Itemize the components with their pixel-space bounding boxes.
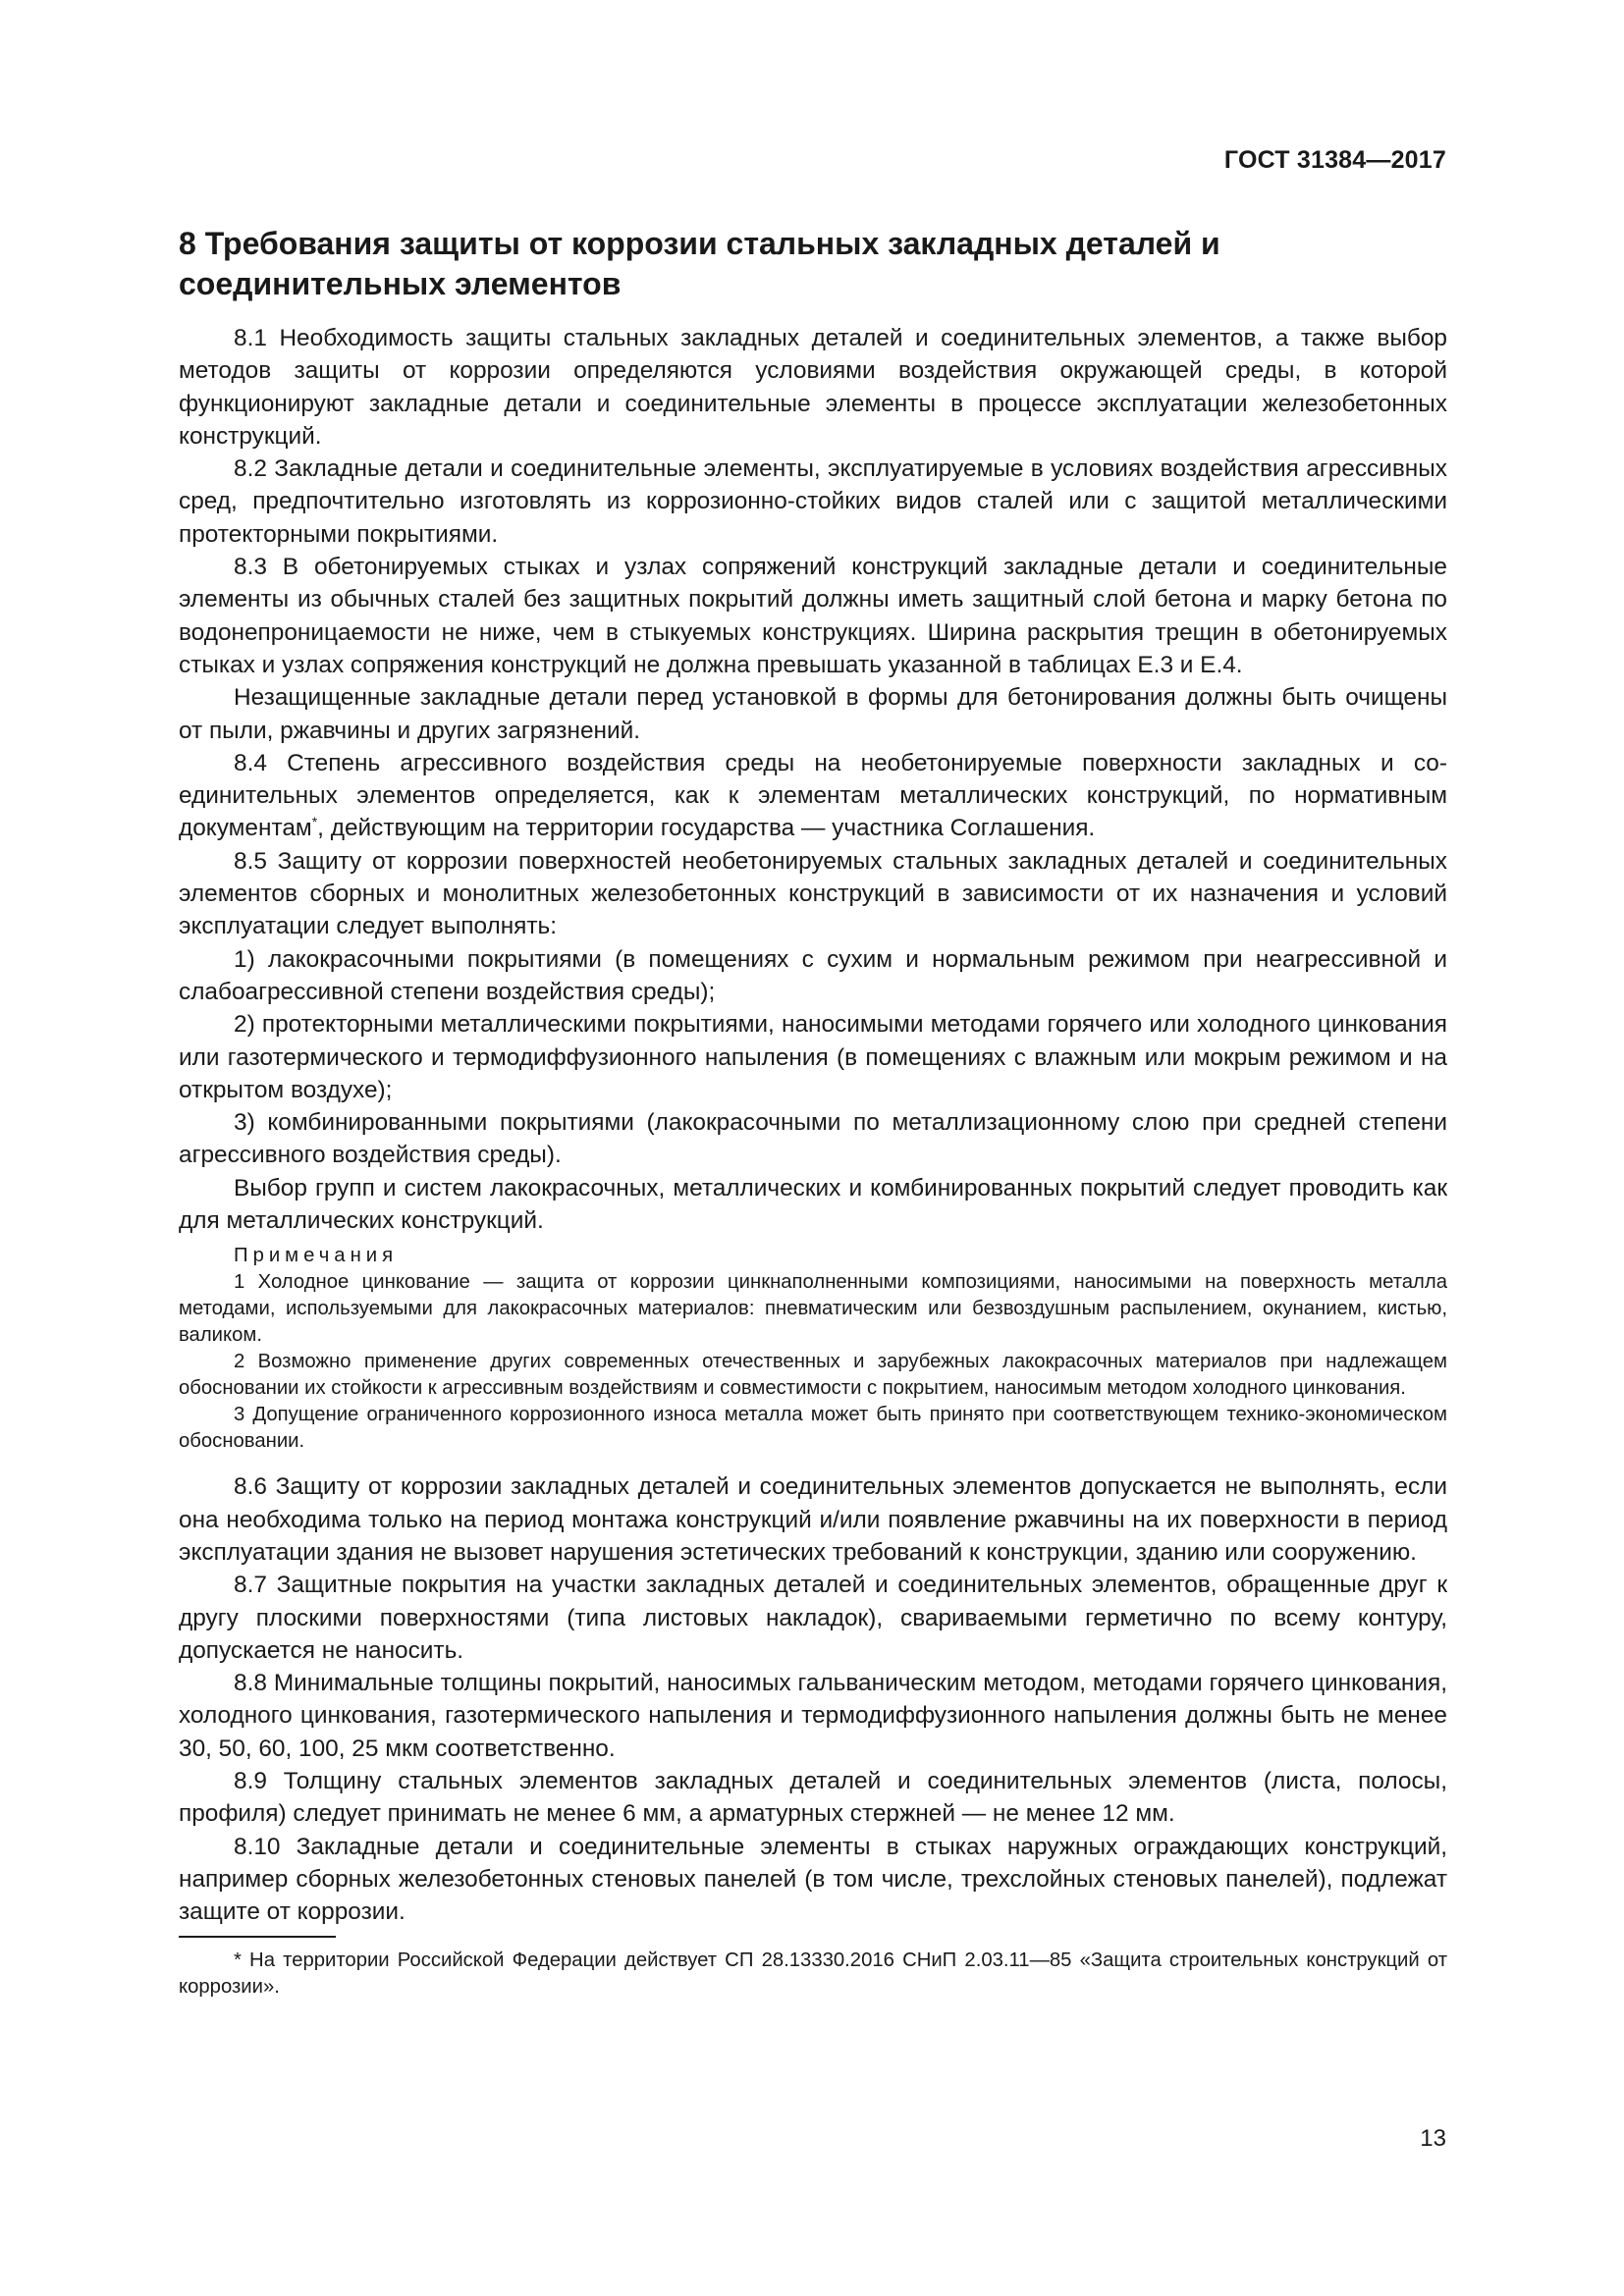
list-item-3: 3) комбинированными покрытиями (лакокрасочными по металлизационному слою при средней степени агрессивного воздействия среды). bbox=[179, 1109, 1447, 1169]
paragraph-8-10: 8.10 Закладные детали и соединительные элементы в стыках наружных ограждающих конструкций, например сборных железобетонных стеновых панелей (в том числе, трехслойных стеновых панелей), подлежат защите от коррозии. bbox=[179, 1833, 1447, 1926]
footnote-mark: * bbox=[311, 814, 318, 830]
paragraph-8-9: 8.9 Толщину стальных элементов закладных деталей и соединительных элементов (листа, полосы, профиля) следует принимать не менее 6 мм, а арматурных стержней — не менее 12 мм. bbox=[179, 1767, 1447, 1828]
list-item-2: 2) протекторными металлическими покрытиями, наносимыми методами горячего или холодного цинкования или газотермического и термодиффузионного напыления (в помещениях с влажным или мокрым режимом и на открытом воздухе); bbox=[179, 1011, 1447, 1103]
paragraph-8-8: 8.8 Минимальные толщины покрытий, наносимых гальваническим методом, методами горячего цинкования, холодного цинкования, газотермического напыления и термодиффузионного напыления должны быть не менее 30, 50, 60, 100, 25 мкм соответственно. bbox=[179, 1670, 1447, 1762]
notes-title: Примечания bbox=[234, 1245, 399, 1267]
paragraph-8-4-after: , действующим на территории государства — участника Соглашения. bbox=[317, 815, 1096, 842]
paragraph-8-2: 8.2 Закладные детали и соединительные элементы, эксплуатируемые в условиях воздействия агрессивных сред, предпочтительно изготовлять из коррозионно-стойких видов сталей или с защитой металлическими протекторными покрытиями. bbox=[179, 455, 1447, 548]
paragraph-8-4 bbox=[179, 747, 1447, 845]
paragraph-8-1: 8.1 Необходимость защиты стальных закладных деталей и соединительных элементов, а также выбор методов защиты от коррозии определяются условиями воздействия окружающей среды, в которой функционируют закладные детали и соединительные элементы в процессе эксплуатации железобетонных конструкций. bbox=[179, 325, 1447, 450]
paragraph-8-7: 8.7 Защитные покрытия на участки закладных деталей и соединительных элементов, обращенные друг к другу плоскими поверхностями (типа листовых накладок), свариваемыми герметично по всему контуру, допускается не наносить. bbox=[179, 1572, 1447, 1664]
paragraph-8-6: 8.6 Защиту от коррозии закладных деталей и соединительных элементов допускается не выполнять, если она необходима только на период монтажа конструкций и/или появление ржавчины на их поверхности в период эксплуатации здания не вызовет нарушения эстетических требований к конструкции, зданию или сооружению. bbox=[179, 1473, 1447, 1566]
list-item-1: 1) лакокрасочными покрытиями (в помещениях с сухим и нормальным режимом при неагрессивной и слабоагрессивной степени воздействия среды); bbox=[179, 945, 1447, 1005]
notes-block bbox=[179, 1243, 1447, 1455]
paragraph-8-4-before: 8.4 Степень агрессивного воздействия среды на необетонируемые поверхности закладных и соединительных элементов определяется, как к элементам металлических конструкций, по нормативным документам bbox=[179, 749, 1447, 842]
note-1: 1 Холодное цинкование — защита от коррозии цинкнаполненными композициями, наносимыми на поверхность металла методами, используемыми для лакокрасочных материалов: пневматическим или безвоздушным распылением, окунанием, кистью, валиком. bbox=[179, 1271, 1447, 1347]
paragraph-8-5-cont: Выбор групп и систем лакокрасочных, металлических и комбинированных покрытий следует проводить как для металлических конструкций. bbox=[179, 1174, 1447, 1235]
paragraph-8-3-cont: Незащищенные закладные детали перед установкой в формы для бетонирования должны быть очищены от пыли, ржавчины и других загрязнений. bbox=[179, 684, 1447, 744]
page-number: 13 bbox=[1420, 2125, 1446, 2152]
page-content bbox=[179, 224, 1447, 2001]
section-title: 8 Требования защиты от коррозии стальных закладных деталей и соединительных элементов bbox=[179, 226, 1220, 301]
document-code: ГОСТ 31384—2017 bbox=[1223, 146, 1446, 174]
paragraph-8-3: 8.3 В обетонируемых стыках и узлах сопряжений конструкций закладные детали и соединительные элементы из обычных сталей без защитных покрытий должны иметь защитный слой бетона и марку бетона по водонепроницаемости не ниже, чем в стыкуемых конструкциях. Ширина раскрытия трещин в обетонируемых стыках и узлах сопряжения конструкций не должна превышать указанной в таблицах Е.3 и Е.4. bbox=[179, 554, 1447, 678]
note-3: 3 Допущение ограниченного коррозионного износа металла может быть принято при соответствующем технико-экономическом обосновании. bbox=[179, 1404, 1447, 1453]
note-2: 2 Возможно применение других современных отечественных и зарубежных лакокрасочных материалов при надлежащем обосновании их стойкости к агрессивным воздействиям и совместимости с покрытием, наносимым методом холодного цинкования. bbox=[179, 1351, 1447, 1400]
footnote: * На территории Российской Федерации действует СП 28.13330.2016 СНиП 2.03.11—85 «Защита строительных конструкций от коррозии». bbox=[179, 1949, 1447, 1999]
paragraph-8-5: 8.5 Защиту от коррозии поверхностей необетонируемых стальных закладных деталей и соединительных элементов сборных и монолитных железобетонных конструкций в зависимости от их назначения и условий эксплуатации следует выполнять: bbox=[179, 847, 1447, 940]
footnote-divider bbox=[179, 1936, 336, 1938]
